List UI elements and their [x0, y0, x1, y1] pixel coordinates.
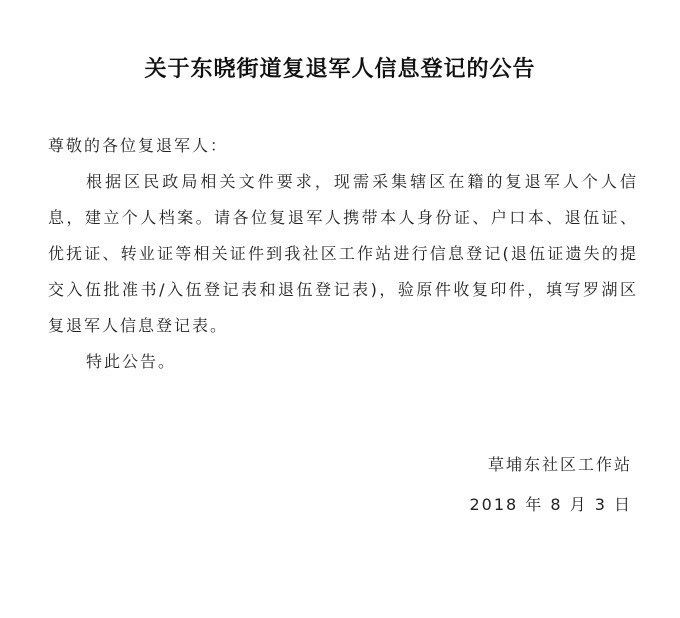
notice-title: 关于东晓街道复退军人信息登记的公告: [144, 56, 536, 82]
salutation: 尊敬的各位复退军人：: [48, 136, 229, 155]
notice-body-paragraph: 根据区民政局相关文件要求，现需采集辖区在籍的复退军人个人信息，建立个人档案。请各位复退军人携带本人身份证、户口本、退伍证、优抚证、转业证等相关证件到我社区工作站进行信息登记(退伍证遗失的提交入伍批准书/入伍登记表和退伍登记表)，验原件收复印件，填写罗湖区复退军人信息登记表。: [48, 172, 638, 335]
signature-date: 2018 年 8 月 3 日: [469, 495, 632, 514]
signature-organization: 草埔东社区工作站: [487, 455, 632, 474]
closing-line: 特此公告。: [86, 352, 177, 371]
